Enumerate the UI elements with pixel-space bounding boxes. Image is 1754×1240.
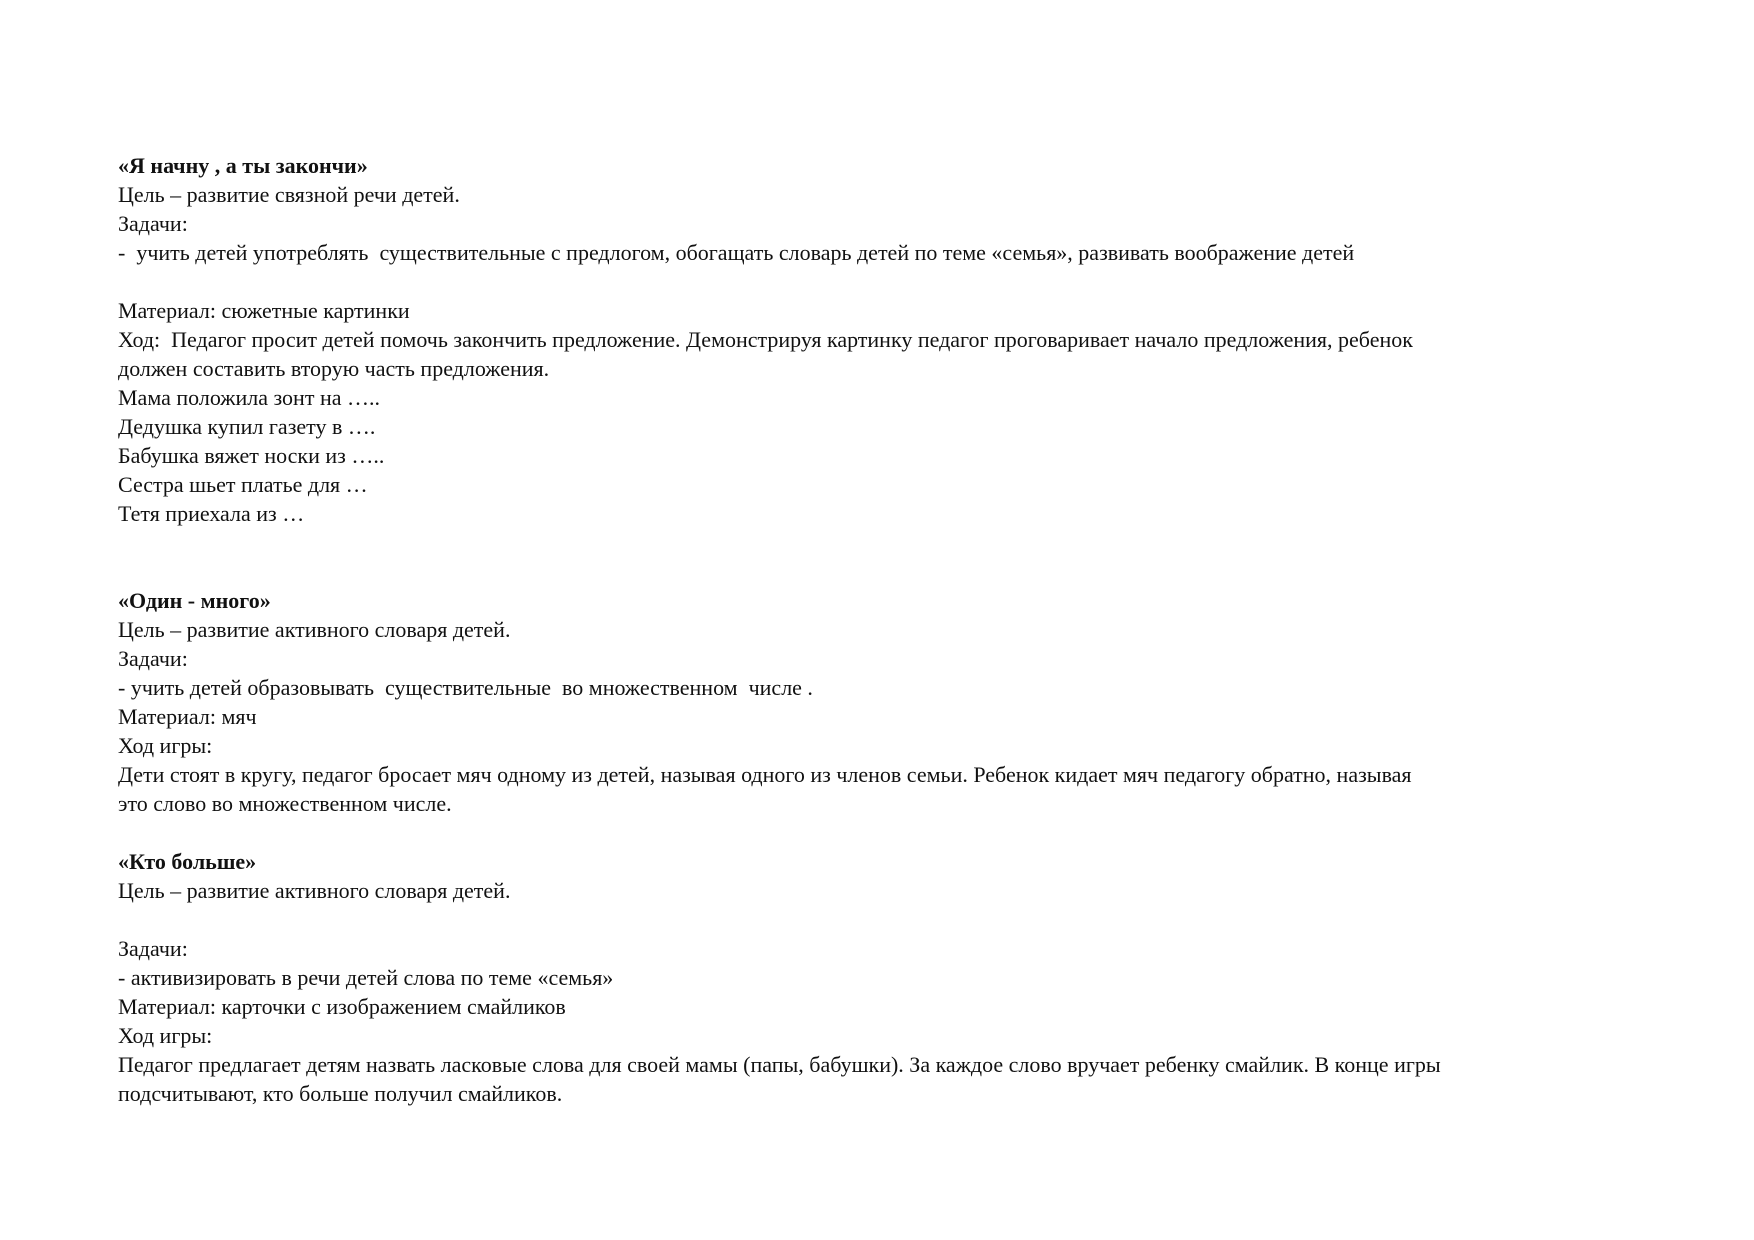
spacer <box>118 818 1678 847</box>
task-text: - учить детей образовывать существительные во множественном числе . <box>118 675 813 700</box>
procedure-line: подсчитывают, кто больше получил смайликов. <box>118 1081 563 1106</box>
task-text: - учить детей употреблять существительные с предлогом, обогащать словарь детей по теме «семья», развивать воображение детей <box>118 240 1355 265</box>
game-section-2 <box>118 586 1678 818</box>
procedure-label: Ход игры: <box>118 1023 213 1048</box>
procedure-line: это слово во множественном числе. <box>118 791 452 816</box>
spacer <box>118 528 1678 586</box>
material-text: Материал: мяч <box>118 704 257 729</box>
document-page <box>118 151 1678 1108</box>
game-title: «Кто больше» <box>118 849 257 874</box>
procedure-line: должен составить вторую часть предложения. <box>118 356 550 381</box>
game-goal: Цель – развитие активного словаря детей. <box>118 878 511 903</box>
tasks-label: Задачи: <box>118 211 188 236</box>
game-title: «Я начну , а ты закончи» <box>118 153 368 178</box>
example-sentence: Тетя приехала из … <box>118 501 305 526</box>
procedure-line: Ход: Педагог просит детей помочь закончить предложение. Демонстрируя картинку педагог проговаривает начало предложения, ребенок <box>118 327 1413 352</box>
example-sentence: Сестра шьет платье для … <box>118 472 368 497</box>
example-sentence: Мама положила зонт на ….. <box>118 385 380 410</box>
example-sentence: Дедушка купил газету в …. <box>118 414 376 439</box>
procedure-label: Ход игры: <box>118 733 213 758</box>
spacer <box>118 905 1678 934</box>
material-text: Материал: сюжетные картинки <box>118 298 410 323</box>
procedure-line: Дети стоят в кругу, педагог бросает мяч одному из детей, называя одного из членов семьи. Ребенок кидает мяч педагогу обратно, называя <box>118 762 1412 787</box>
example-sentence: Бабушка вяжет носки из ….. <box>118 443 385 468</box>
game-goal: Цель – развитие связной речи детей. <box>118 182 460 207</box>
game-title: «Один - много» <box>118 588 271 613</box>
tasks-label: Задачи: <box>118 936 188 961</box>
spacer <box>118 267 1678 296</box>
game-section-1 <box>118 151 1678 528</box>
game-section-3 <box>118 847 1678 1108</box>
task-text: - активизировать в речи детей слова по теме «семья» <box>118 965 614 990</box>
tasks-label: Задачи: <box>118 646 188 671</box>
procedure-line: Педагог предлагает детям назвать ласковые слова для своей мамы (папы, бабушки). За каждое слово вручает ребенку смайлик. В конце игры <box>118 1052 1441 1077</box>
game-goal: Цель – развитие активного словаря детей. <box>118 617 511 642</box>
material-text: Материал: карточки с изображением смайликов <box>118 994 566 1019</box>
